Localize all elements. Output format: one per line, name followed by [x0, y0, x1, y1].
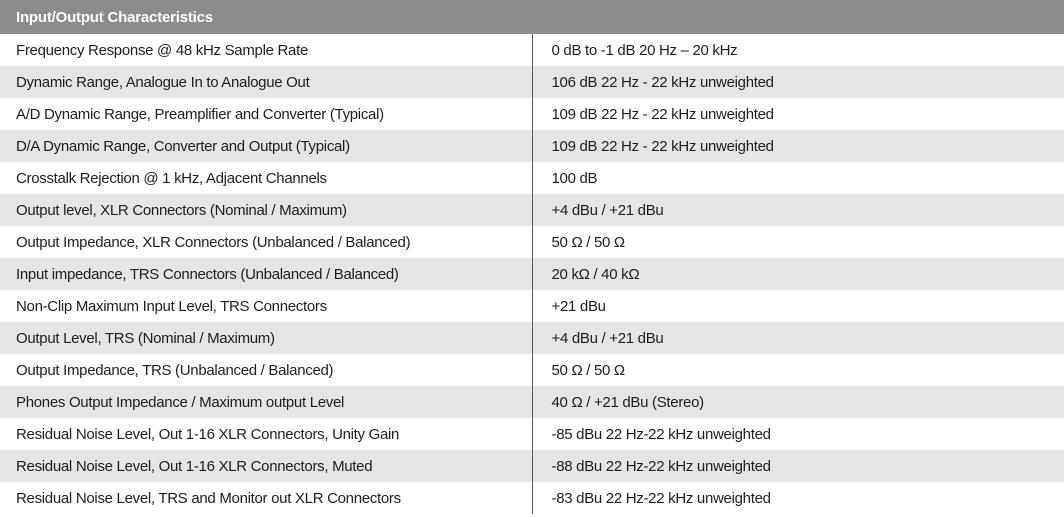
parameter-cell: Input impedance, TRS Connectors (Unbalanced / Balanced) — [0, 258, 532, 290]
parameter-cell: Dynamic Range, Analogue In to Analogue Out — [0, 66, 532, 98]
value-cell: +4 dBu / +21 dBu — [532, 194, 1064, 226]
value-cell: +4 dBu / +21 dBu — [532, 322, 1064, 354]
parameter-cell: Non-Clip Maximum Input Level, TRS Connectors — [0, 290, 532, 322]
parameter-cell: Output Impedance, XLR Connectors (Unbalanced / Balanced) — [0, 226, 532, 258]
table-row — [0, 354, 1064, 386]
table-row — [0, 34, 1064, 66]
parameter-cell: A/D Dynamic Range, Preamplifier and Converter (Typical) — [0, 98, 532, 130]
value-cell: 0 dB to -1 dB 20 Hz – 20 kHz — [532, 34, 1064, 66]
table-row — [0, 482, 1064, 514]
table-row — [0, 418, 1064, 450]
parameter-cell: Output level, XLR Connectors (Nominal / Maximum) — [0, 194, 532, 226]
parameter-cell: Residual Noise Level, TRS and Monitor out XLR Connectors — [0, 482, 532, 514]
value-cell: 109 dB 22 Hz - 22 kHz unweighted — [532, 130, 1064, 162]
table-row — [0, 194, 1064, 226]
table-row — [0, 162, 1064, 194]
parameter-cell: Residual Noise Level, Out 1-16 XLR Connectors, Unity Gain — [0, 418, 532, 450]
parameter-cell: Frequency Response @ 48 kHz Sample Rate — [0, 34, 532, 66]
table-row — [0, 226, 1064, 258]
value-cell: -83 dBu 22 Hz-22 kHz unweighted — [532, 482, 1064, 514]
parameter-cell: D/A Dynamic Range, Converter and Output (Typical) — [0, 130, 532, 162]
table-body — [0, 34, 1064, 514]
table-title: Input/Output Characteristics — [0, 0, 1064, 34]
table-row — [0, 386, 1064, 418]
value-cell: 106 dB 22 Hz - 22 kHz unweighted — [532, 66, 1064, 98]
parameter-cell: Output Level, TRS (Nominal / Maximum) — [0, 322, 532, 354]
value-cell: +21 dBu — [532, 290, 1064, 322]
table-row — [0, 450, 1064, 482]
table-header-row — [0, 0, 1064, 34]
table-row — [0, 322, 1064, 354]
table-row — [0, 66, 1064, 98]
value-cell: 109 dB 22 Hz - 22 kHz unweighted — [532, 98, 1064, 130]
value-cell: 20 kΩ / 40 kΩ — [532, 258, 1064, 290]
table-row — [0, 258, 1064, 290]
value-cell: 50 Ω / 50 Ω — [532, 226, 1064, 258]
value-cell: -88 dBu 22 Hz-22 kHz unweighted — [532, 450, 1064, 482]
value-cell: 100 dB — [532, 162, 1064, 194]
value-cell: 50 Ω / 50 Ω — [532, 354, 1064, 386]
table-row — [0, 290, 1064, 322]
parameter-cell: Crosstalk Rejection @ 1 kHz, Adjacent Channels — [0, 162, 532, 194]
table-row — [0, 98, 1064, 130]
table-row — [0, 130, 1064, 162]
value-cell: -85 dBu 22 Hz-22 kHz unweighted — [532, 418, 1064, 450]
parameter-cell: Phones Output Impedance / Maximum output Level — [0, 386, 532, 418]
parameter-cell: Residual Noise Level, Out 1-16 XLR Connectors, Muted — [0, 450, 532, 482]
value-cell: 40 Ω / +21 dBu (Stereo) — [532, 386, 1064, 418]
parameter-cell: Output Impedance, TRS (Unbalanced / Balanced) — [0, 354, 532, 386]
